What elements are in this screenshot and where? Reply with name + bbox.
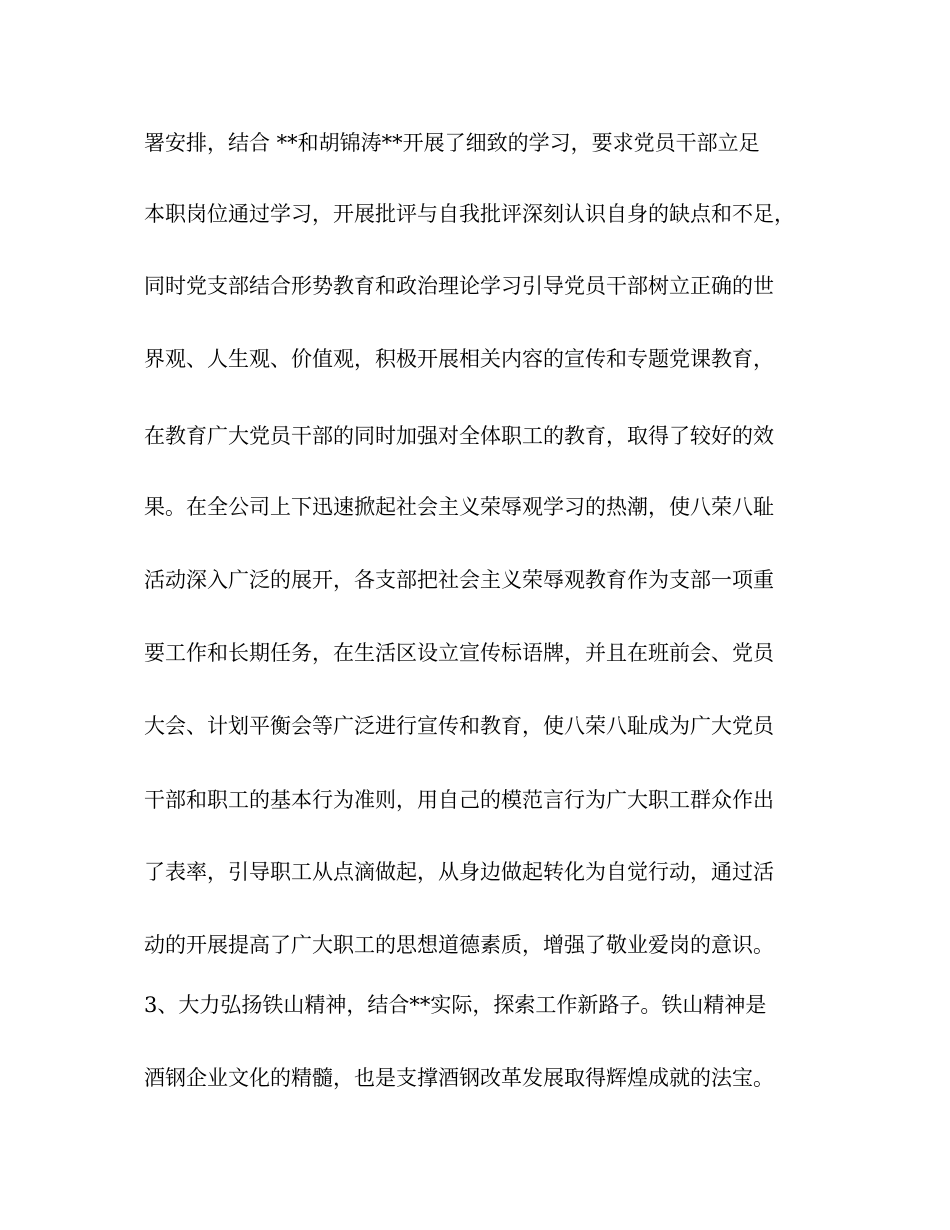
text-line: 本职岗位通过学习，开展批评与自我批评深刻认识自身的缺点和不足， (144, 202, 795, 226)
text-line: 果。在全公司上下迅速掀起社会主义荣辱观学习的热潮，使八荣八耻 (144, 495, 774, 519)
text-line: 署安排，结合 **和胡锦涛**开展了细致的学习，要求党员干部立足 (144, 131, 760, 155)
text-line: 在教育广大党员干部的同时加强对全体职工的教育，取得了较好的效 (144, 424, 774, 448)
text-line: 界观、人生观、价值观，积极开展相关内容的宣传和专题党课教育， (144, 347, 774, 371)
text-line: 酒钢企业文化的精髓，也是支撑酒钢改革发展取得辉煌成就的法宝。 (144, 1066, 774, 1090)
text-line: 干部和职工的基本行为准则，用自己的模范言行为广大职工群众作出 (144, 788, 774, 812)
text-line: 3、大力弘扬铁山精神，结合**实际，探索工作新路子。铁山精神是 (144, 993, 767, 1017)
text-line: 同时党支部结合形势教育和政治理论学习引导党员干部树立正确的世 (144, 274, 774, 298)
text-line: 要工作和长期任务，在生活区设立宣传标语牌，并且在班前会、党员 (144, 641, 774, 665)
text-line: 动的开展提高了广大职工的思想道德素质，增强了敬业爱岗的意识。 (144, 933, 774, 957)
text-line: 大会、计划平衡会等广泛进行宣传和教育，使八荣八耻成为广大党员 (144, 714, 774, 738)
text-line: 了表率，引导职工从点滴做起，从身边做起转化为自觉行动，通过活 (144, 860, 774, 884)
text-line: 活动深入广泛的展开，各支部把社会主义荣辱观教育作为支部一项重 (144, 568, 774, 592)
